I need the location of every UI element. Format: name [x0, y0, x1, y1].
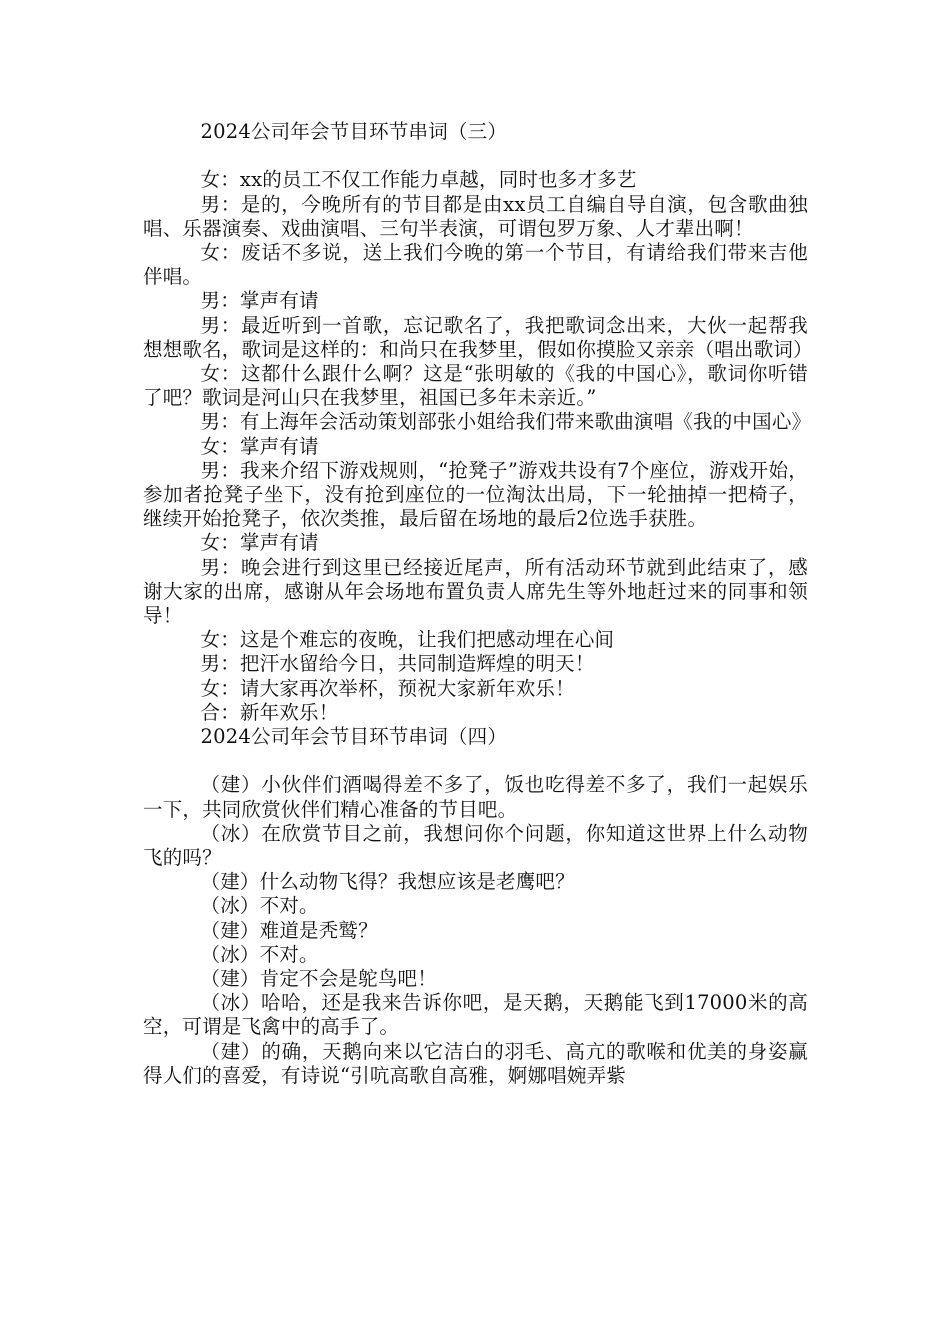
paragraph: 合：新年欢乐！: [200, 700, 339, 724]
paragraph: （冰）不对。: [200, 894, 319, 918]
paragraph: 男：掌声有请: [200, 289, 319, 313]
paragraph: （建）肯定不会是鸵鸟吧！: [200, 967, 437, 991]
paragraph: 男：把汗水留给今日，共同制造辉煌的明天！: [200, 652, 595, 676]
paragraph: （冰）不对。: [200, 942, 319, 966]
paragraph: 男：有上海年会活动策划部张小姐给我们带来歌曲演唱《我的中国心》: [200, 410, 812, 434]
paragraph: （冰）在欣赏节目之前，我想问你个问题，你知道这世界上什么动物飞的吗？: [143, 821, 808, 870]
paragraph: 女：这是个难忘的夜晚，让我们把感动埋在心间: [200, 628, 615, 652]
section-4-body: [143, 773, 808, 1088]
paragraph: 男：最近听到一首歌，忘记歌名了，我把歌词念出来，大伙一起帮我想想歌名，歌词是这样的：和尚只在我梦里，假如你摸脸又亲亲（唱出歌词）: [143, 313, 813, 361]
paragraph: 女：掌声有请: [200, 434, 319, 458]
paragraph: （建）的确，天鹅向来以它洁白的羽毛、高亢的歌喉和优美的身姿赢得人们的喜爱，有诗说“引吭高歌自高雅，婀娜唱婉弄紫: [143, 1039, 808, 1087]
document-body: [143, 120, 813, 1088]
paragraph: 男：是的，今晚所有的节目都是由xx员工自编自导自演，包含歌曲独唱、乐器演奏、戏曲演唱、三句半表演，可谓包罗万象、人才辈出啊！: [143, 192, 808, 240]
paragraph: （建）难道是秃鹫？: [200, 918, 378, 942]
paragraph: （冰）哈哈，还是我来告诉你吧，是天鹅，天鹅能飞到17000米的高空，可谓是飞禽中的高手了。: [143, 991, 808, 1039]
paragraph: 男：晚会进行到这里已经接近尾声，所有活动环节就到此结束了，感谢大家的出席，感谢从年会场地布置负责人席先生等外地赶过来的同事和领导！: [143, 555, 808, 628]
paragraph: （建）什么动物飞得？我想应该是老鹰吧？: [200, 870, 575, 894]
paragraph: 女：请大家再次举杯，预祝大家新年欢乐！: [200, 676, 575, 700]
paragraph: 女：xx的员工不仅工作能力卓越，同时也多才多艺: [200, 168, 637, 192]
paragraph: 女：掌声有请: [200, 531, 319, 555]
section-4-title: 2024公司年会节目环节串词（四）: [200, 725, 508, 749]
paragraph: 女：废话不多说，送上我们今晚的第一个节目，有请给我们带来吉他伴唱。: [143, 241, 808, 289]
paragraph: 女：这都什么跟什么啊？这是“张明敏的《我的中国心》，歌词你听错了吧？歌词是河山只在我梦里，祖国已多年未亲近。”: [143, 362, 808, 410]
paragraph: （建）小伙伴们酒喝得差不多了，饭也吃得差不多了，我们一起娱乐一下，共同欣赏伙伴们精心准备的节目吧。: [143, 773, 808, 821]
section-3-body: [143, 168, 813, 725]
paragraph: 男：我来介绍下游戏规则，“抢凳子”游戏共设有7个座位，游戏开始，参加者抢凳子坐下，没有抢到座位的一位淘汰出局，下一轮抽掉一把椅子，继续开始抢凳子，依次类推，最后留在场地的最后2位选手获胜。: [143, 458, 808, 531]
section-3-title: 2024公司年会节目环节串词（三）: [200, 120, 508, 143]
